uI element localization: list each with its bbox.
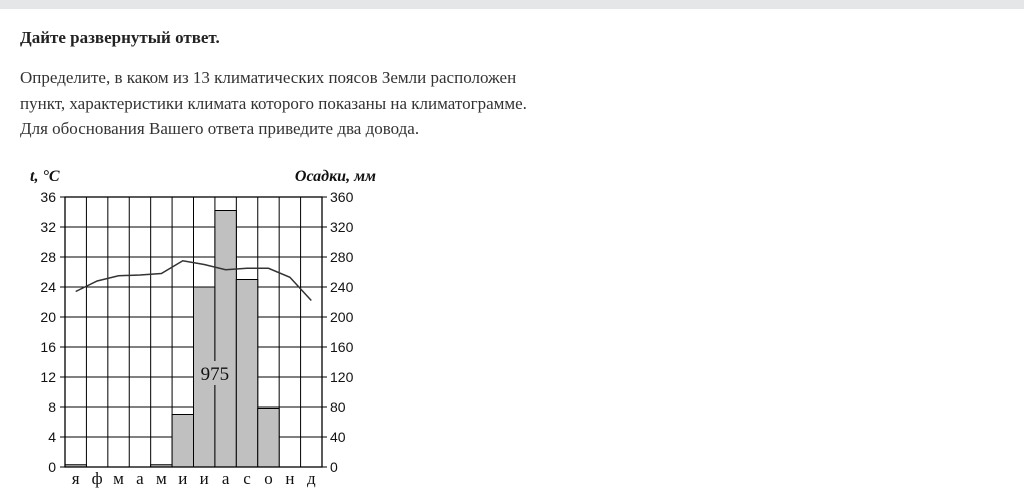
left-tick-label: 24 [40, 279, 56, 295]
right-tick-label: 200 [330, 309, 354, 325]
precipitation-bar [236, 280, 257, 468]
month-label: ф [91, 469, 103, 488]
right-tick-label: 320 [330, 219, 354, 235]
right-tick-label: 0 [330, 459, 338, 475]
month-label: а [136, 469, 144, 488]
top-bar [0, 0, 1024, 9]
climatogram [22, 160, 382, 490]
month-label: м [155, 469, 167, 488]
precipitation-bar [258, 409, 279, 468]
precipitation-bar [172, 415, 193, 468]
right-tick-label: 160 [330, 339, 354, 355]
left-tick-label: 32 [40, 219, 56, 235]
left-axis-title: t, °C [30, 168, 60, 185]
month-label: м [113, 469, 124, 488]
right-tick-label: 360 [330, 189, 354, 205]
month-label: а [221, 469, 230, 488]
month-label: д [306, 469, 316, 488]
precipitation-bar [215, 211, 236, 468]
task-text-line: Для обоснования Вашего ответа приведите два довода. [20, 119, 420, 138]
right-tick-label: 280 [330, 249, 354, 265]
left-tick-label: 28 [40, 249, 56, 265]
task-text-line: Определите, в каком из 13 климатических поясов Земли расположен [20, 68, 517, 87]
right-tick-label: 240 [330, 279, 354, 295]
right-tick-label: 40 [330, 429, 346, 445]
month-label: я [71, 469, 80, 488]
month-label: о [264, 469, 273, 488]
right-tick-label: 120 [330, 369, 354, 385]
month-label: с [243, 469, 251, 488]
task-text [20, 65, 640, 142]
right-tick-label: 80 [330, 399, 346, 415]
task-title: Дайте развернутый ответ. [20, 28, 220, 47]
task-text-line: пункт, характеристики климата которого показаны на климатограмме. [20, 93, 527, 113]
left-tick-label: 16 [40, 339, 56, 355]
month-label: и [199, 469, 209, 488]
left-tick-label: 12 [40, 369, 56, 385]
month-label: и [178, 469, 188, 488]
left-tick-label: 20 [40, 309, 56, 325]
left-tick-label: 8 [48, 399, 56, 415]
annual-precipitation-label: 975 [200, 364, 230, 385]
left-tick-label: 0 [48, 459, 56, 475]
right-axis-title: Осадки, мм [294, 168, 376, 185]
left-tick-label: 4 [48, 429, 56, 445]
month-label: н [285, 469, 295, 488]
left-tick-label: 36 [40, 189, 56, 205]
